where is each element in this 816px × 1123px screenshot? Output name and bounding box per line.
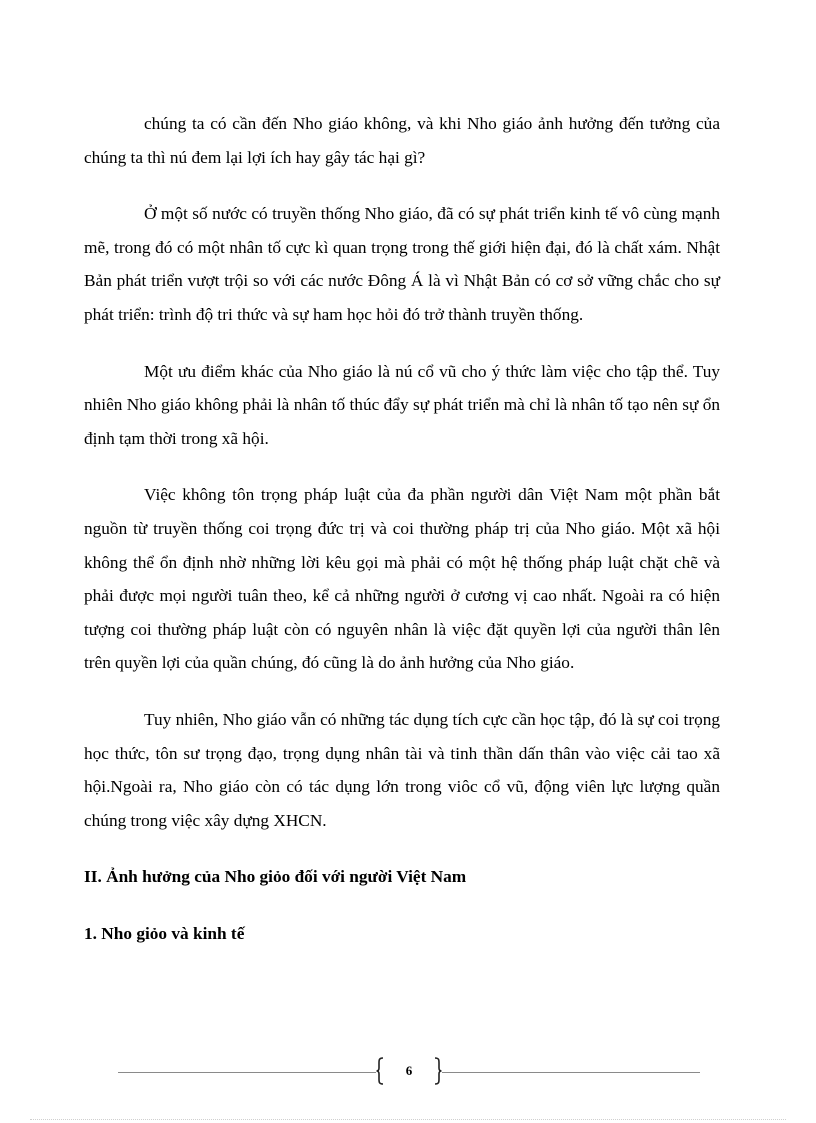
paragraph-3: Một ưu điểm khác của Nho giáo là nú cổ vũ cho ý thức làm việc cho tập thể. Tuy nhiên Nho giáo không phải là nhân tố thúc đẩy sự phát triển mà chỉ là nhân tố tạo nên sự ổn định tạm thời trong xã hội. xyxy=(84,361,720,448)
subsection-heading: 1. Nho giỏo và kinh tế xyxy=(84,923,245,943)
right-bracket-icon xyxy=(434,1057,442,1085)
page-footer xyxy=(118,1057,700,1087)
footer-rule-right xyxy=(442,1072,700,1073)
page-bottom-border xyxy=(30,1119,786,1120)
document-body xyxy=(84,107,720,950)
section-heading: II. Ảnh hưởng của Nho giỏo đối với người Việt Nam xyxy=(84,867,467,887)
page-number: 6 xyxy=(405,1063,413,1078)
paragraph-1: chúng ta có cần đến Nho giáo không, và khi Nho giáo ảnh hưởng đến tưởng của chúng ta thì nú đem lại lợi ích hay gây tác hại gì? xyxy=(84,114,720,167)
paragraph-5: Tuy nhiên, Nho giáo vẫn có những tác dụng tích cực cần học tập, đó là sự coi trọng học thức, tôn sư trọng đạo, trọng dụng nhân tài và tinh thần dấn thân vào việc cải tao xã hội.Ngoài ra, Nho giáo còn có tác dụng lớn trong viôc cổ vũ, động viên lực lượng quần chúng trong việc xây dựng XHCN. xyxy=(84,709,720,830)
footer-rule-left xyxy=(118,1072,376,1073)
left-bracket-icon xyxy=(376,1057,384,1085)
paragraph-4: Việc không tôn trọng pháp luật của đa phần người dân Việt Nam một phần bắt nguồn từ truyền thống coi trọng đức trị và coi thường pháp trị của Nho giáo. Một xã hội không thể ổn định nhờ những lời kêu gọi mà phải có một hệ thống pháp luật chặt chẽ và phải được mọi người tuân theo, kể cả những người ở cương vị cao nhất. Ngoài ra có hiện tượng coi thường pháp luật còn có nguyên nhân là việc đặt quyền lợi của người thân lên trên quyền lợi của quần chúng, đó cũng là do ảnh hưởng của Nho giáo. xyxy=(84,485,720,673)
paragraph-2: Ở một số nước có truyền thống Nho giáo, đã có sự phát triển kinh tế vô cùng mạnh mẽ, trong đó có một nhân tố cực kì quan trọng trong thế giới hiện đại, đó là chất xám. Nhật Bản phát triển vượt trội so với các nước Đông Á là vì Nhật Bản có cơ sở vững chắc cho sự phát triển: trình độ tri thức và sự ham học hỏi đó trở thành truyền thống. xyxy=(84,204,720,324)
